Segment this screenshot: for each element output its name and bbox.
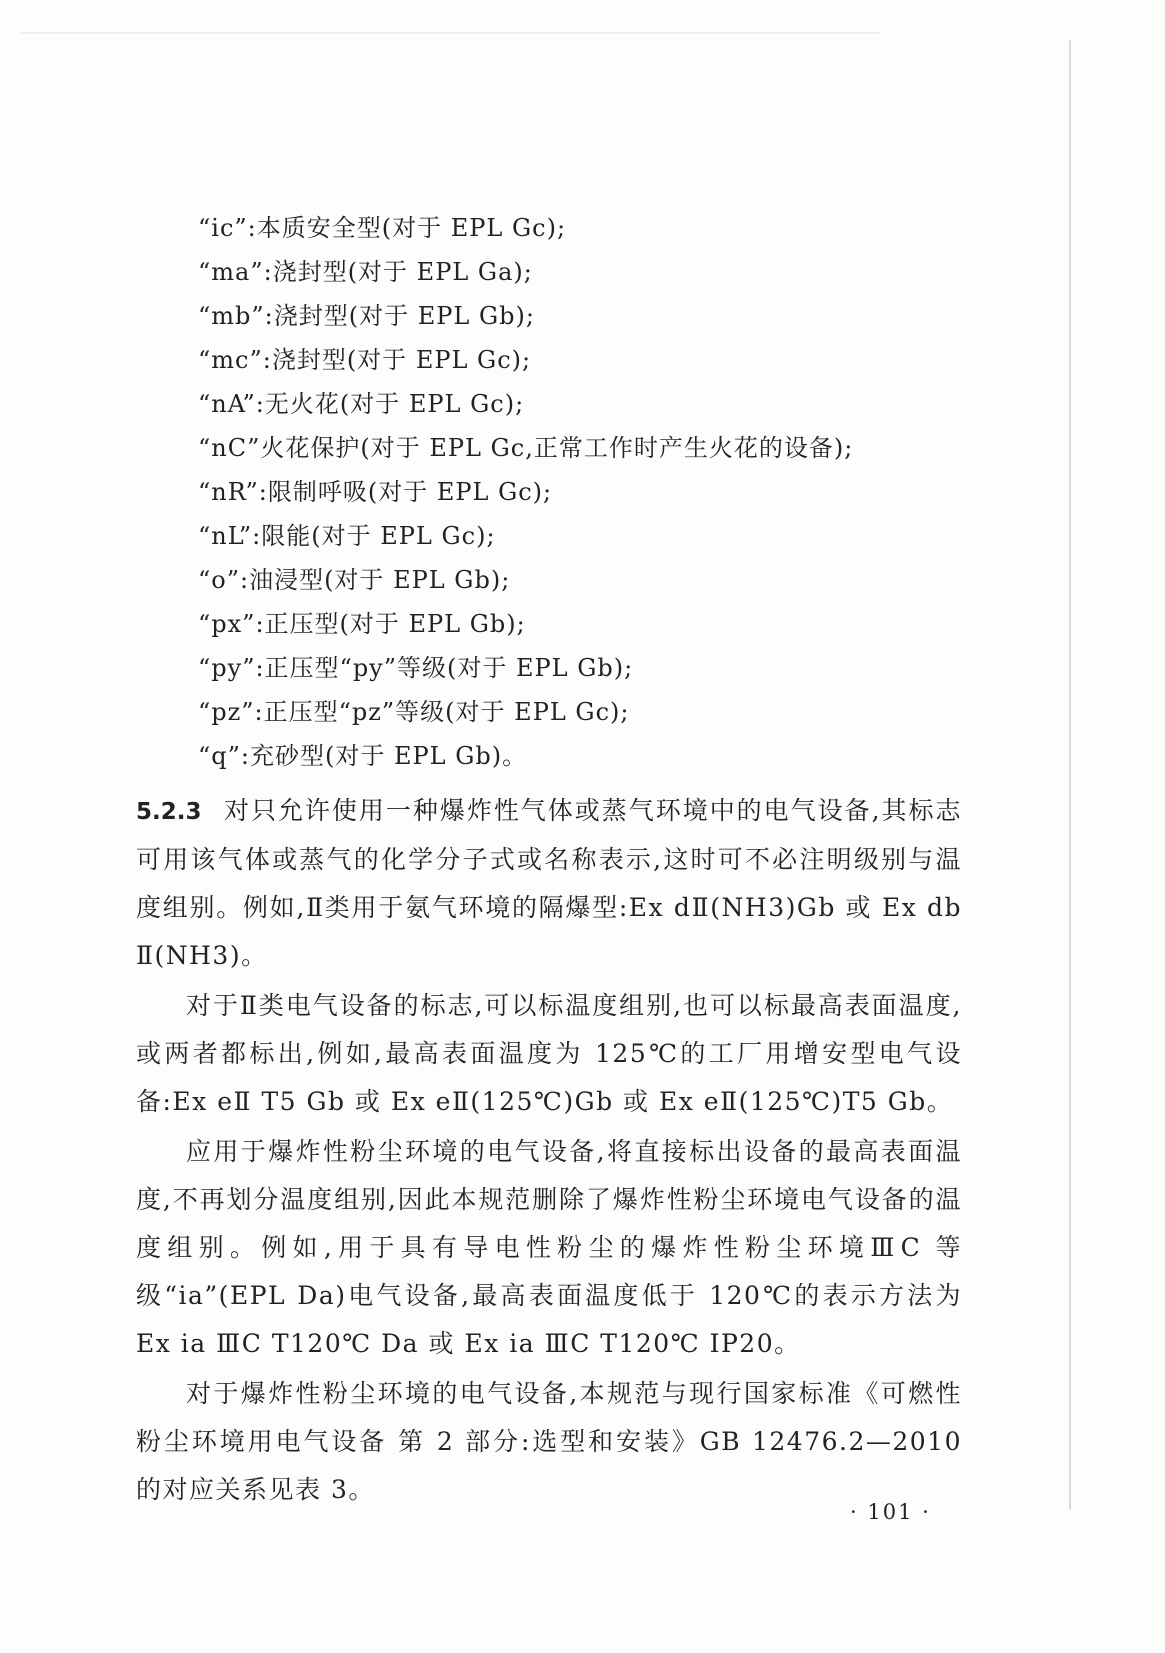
list-item: “mc”:浇封型(对于 EPL Gc); [198, 346, 532, 374]
paragraph: 对于Ⅱ类电气设备的标志,可以标温度组别,也可以标最高表面温度,或两者都标出,例如,最高表面温度为 125℃的工厂用增安型电气设备:Ex eⅡ T5 Gb 或 Ex eⅡ(125℃)Gb 或 Ex eⅡ(125℃)T5 Gb。 [136, 991, 962, 1116]
list-item: “ma”:浇封型(对于 EPL Ga); [198, 258, 533, 286]
list-item: “pz”:正压型“pz”等级(对于 EPL Gc); [198, 698, 630, 726]
list-item: “py”:正压型“py”等级(对于 EPL Gb); [198, 654, 634, 682]
paragraph: 对于爆炸性粉尘环境的电气设备,本规范与现行国家标准《可燃性粉尘环境用电气设备 第 2 部分:选型和安装》GB 12476.2—2010 的对应关系见表 3。 [136, 1379, 962, 1504]
clause-text: 对只允许使用一种爆炸性气体或蒸气环境中的电气设备,其标志可用该气体或蒸气的化学分子式或名称表示,这时可不必注明级别与温度组别。例如,Ⅱ类用于氨气环境的隔爆型:Ex dⅡ(NH3)Gb 或 Ex db Ⅱ(NH3)。 [136, 796, 962, 970]
clause-number: 5.2.3 [136, 799, 202, 825]
list-item: “nA”:无火花(对于 EPL Gc); [198, 390, 525, 418]
paragraph: 应用于爆炸性粉尘环境的电气设备,将直接标出设备的最高表面温度,不再划分温度组别,因此本规范删除了爆炸性粉尘环境电气设备的温度组别。例如,用于具有导电性粉尘的爆炸性粉尘环境ⅢC 等级“ia”(EPL Da)电气设备,最高表面温度低于 120℃的表示方法为 Ex ia ⅢC T120℃ Da 或 Ex ia ⅢC T120℃ IP20。 [136, 1137, 962, 1358]
list-item: “ic”:本质安全型(对于 EPL Gc); [198, 214, 567, 242]
scan-top-edge [20, 32, 880, 34]
clause-paragraph [136, 787, 962, 980]
protection-type-list [198, 206, 853, 778]
list-item: “mb”:浇封型(对于 EPL Gb); [198, 302, 535, 330]
page-number: · 101 · [850, 1500, 931, 1524]
list-item: “nC”火花保护(对于 EPL Gc,正常工作时产生火花的设备); [198, 434, 854, 462]
body-text [136, 787, 962, 1514]
list-item: “px”:正压型(对于 EPL Gb); [198, 610, 526, 638]
scan-binding-edge [1069, 40, 1071, 1510]
list-item: “nL”:限能(对于 EPL Gc); [198, 522, 496, 550]
list-item: “nR”:限制呼吸(对于 EPL Gc); [198, 478, 553, 506]
list-item: “o”:油浸型(对于 EPL Gb); [198, 566, 511, 594]
list-item: “q”:充砂型(对于 EPL Gb)。 [198, 742, 528, 770]
